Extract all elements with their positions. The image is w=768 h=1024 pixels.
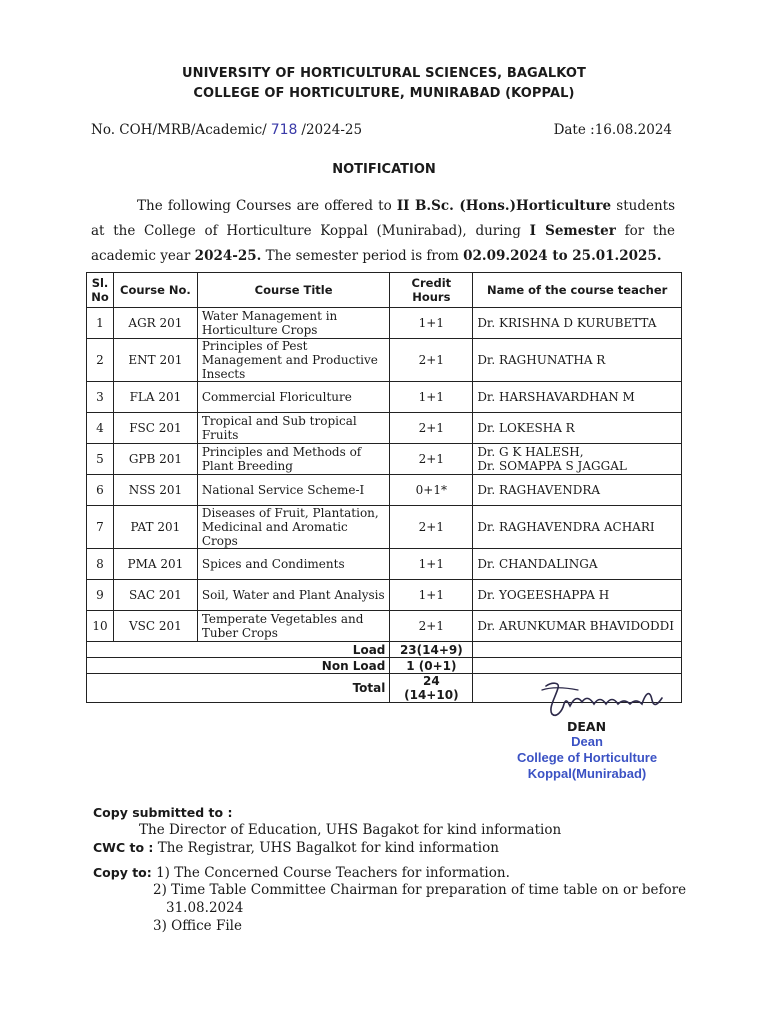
copy-to-item-3: 3) Office File	[153, 918, 242, 934]
cell-teacher: Dr. RAGHUNATHA R	[473, 339, 682, 382]
cell-credit: 2+1	[390, 339, 473, 382]
cell-sl: 4	[87, 413, 114, 444]
table-row	[87, 308, 682, 339]
university-name: UNIVERSITY OF HORTICULTURAL SCIENCES, BAGALKOT	[181, 66, 587, 81]
cell-credit: 2+1	[390, 444, 473, 475]
cell-sl: 3	[87, 382, 114, 413]
cell-credit: 1+1	[390, 549, 473, 580]
cell-course: NSS 201	[113, 475, 197, 506]
total-value: 24 (14+10)	[390, 674, 473, 703]
copy-director-line: The Director of Education, UHS Bagakot for kind information	[139, 822, 562, 838]
non-load-label: Non Load	[87, 658, 390, 674]
load-label: Load	[87, 642, 390, 658]
cell-credit: 2+1	[390, 506, 473, 549]
cell-sl: 5	[87, 444, 114, 475]
header-credit-hours: Credit Hours	[390, 273, 473, 308]
cell-title: Spices and Condiments	[197, 549, 390, 580]
copy-to-label: Copy to:	[93, 865, 152, 880]
cell-title: Temperate Vegetables and Tuber Crops	[197, 611, 390, 642]
date-value: 16.08.2024	[594, 122, 672, 138]
cell-title: Principles and Methods of Plant Breeding	[197, 444, 390, 475]
cell-teacher: Dr. LOKESHA R	[473, 413, 682, 444]
cell-credit: 0+1*	[390, 475, 473, 506]
cwc-line	[93, 840, 499, 856]
cell-course: FSC 201	[113, 413, 197, 444]
cell-credit: 2+1	[390, 611, 473, 642]
header-course-title: Course Title	[197, 273, 390, 308]
summary-empty-cell	[473, 642, 682, 658]
cell-teacher: Dr. RAGHAVENDRA	[473, 475, 682, 506]
cell-title: Tropical and Sub tropical Fruits	[197, 413, 390, 444]
cell-sl: 10	[87, 611, 114, 642]
paragraph-text-2: students at the College of Horticulture Koppal (Munirabad), during	[91, 198, 675, 239]
cell-teacher: Dr. ARUNKUMAR BHAVIDODDI	[473, 611, 682, 642]
cell-teacher: Dr. RAGHAVENDRA ACHARI	[473, 506, 682, 549]
cell-title: Water Management in Horticulture Crops	[197, 308, 390, 339]
cell-teacher: Dr. HARSHAVARDHAN M	[473, 382, 682, 413]
cell-sl: 9	[87, 580, 114, 611]
date-label: Date :	[553, 122, 595, 138]
total-label: Total	[87, 674, 390, 703]
semester-name: I Semester	[529, 223, 616, 239]
cell-sl: 8	[87, 549, 114, 580]
teacher-name-2: Dr. SOMAPPA S JAGGAL	[477, 459, 627, 473]
cell-credit: 1+1	[390, 308, 473, 339]
cell-title: Commercial Floriculture	[197, 382, 390, 413]
cell-course: GPB 201	[113, 444, 197, 475]
load-value: 23(14+9)	[390, 642, 473, 658]
courses-table	[86, 272, 682, 703]
table-header-row	[87, 273, 682, 308]
cell-course: ENT 201	[113, 339, 197, 382]
table-row	[87, 549, 682, 580]
notification-title: NOTIFICATION	[332, 162, 436, 177]
summary-row-non-load	[87, 658, 682, 674]
reference-suffix: /2024-25	[301, 122, 363, 138]
paragraph-text-1: The following Courses are offered to	[137, 198, 397, 214]
academic-year: 2024-25.	[194, 248, 262, 264]
stamp-line-1: Dean	[571, 734, 603, 749]
cell-sl: 1	[87, 308, 114, 339]
cwc-label: CWC to :	[93, 840, 154, 855]
dean-stamp	[502, 734, 672, 782]
summary-row-load	[87, 642, 682, 658]
header-teacher: Name of the course teacher	[473, 273, 682, 308]
stamp-line-2: College of Horticulture	[516, 750, 658, 765]
non-load-value: 1 (0+1)	[390, 658, 473, 674]
cell-title: Principles of Pest Management and Productive Insects	[197, 339, 390, 382]
table-row	[87, 611, 682, 642]
cell-credit: 1+1	[390, 382, 473, 413]
teacher-name-1: Dr. G K HALESH,	[477, 445, 584, 459]
copy-to-line	[93, 865, 510, 881]
cell-sl: 2	[87, 339, 114, 382]
paragraph-text-3: for the academic year	[91, 223, 676, 264]
cell-title: Diseases of Fruit, Plantation, Medicinal and Aromatic Crops	[197, 506, 390, 549]
cell-teacher: Dr. KRISHNA D KURUBETTA	[473, 308, 682, 339]
cell-title: Soil, Water and Plant Analysis	[197, 580, 390, 611]
cell-course: AGR 201	[113, 308, 197, 339]
cell-sl: 6	[87, 475, 114, 506]
summary-empty-cell	[473, 658, 682, 674]
paragraph-text-4: The semester period is from	[261, 248, 464, 264]
header-course-no: Course No.	[113, 273, 197, 308]
stamp-line-3: Koppal(Munirabad)	[527, 766, 647, 781]
cell-title: National Service Scheme-I	[197, 475, 390, 506]
cell-teacher: Dr. YOGEESHAPPA H	[473, 580, 682, 611]
cell-course: PMA 201	[113, 549, 197, 580]
dean-signature	[538, 678, 678, 722]
cell-credit: 2+1	[390, 413, 473, 444]
cell-teacher: Dr. CHANDALINGA	[473, 549, 682, 580]
cell-course: PAT 201	[113, 506, 197, 549]
date-line	[554, 122, 672, 138]
semester-period: 02.09.2024 to 25.01.2025.	[463, 248, 662, 264]
copy-submitted-heading: Copy submitted to :	[93, 805, 233, 820]
dean-title: DEAN	[567, 719, 607, 734]
table-row	[87, 580, 682, 611]
cell-course: VSC 201	[113, 611, 197, 642]
cell-course: SAC 201	[113, 580, 197, 611]
copy-to-item-2-date: 31.08.2024	[166, 900, 244, 916]
cell-sl: 7	[87, 506, 114, 549]
cell-credit: 1+1	[390, 580, 473, 611]
cwc-text: The Registrar, UHS Bagalkot for kind information	[153, 840, 499, 856]
table-row	[87, 475, 682, 506]
reference-prefix: No. COH/MRB/Academic/	[91, 122, 267, 138]
notification-paragraph	[91, 194, 675, 269]
table-row	[87, 444, 682, 475]
reference-number	[91, 122, 362, 138]
cell-teacher	[473, 444, 682, 475]
handwritten-number: 718	[270, 122, 298, 138]
college-name: COLLEGE OF HORTICULTURE, MUNIRABAD (KOPPAL)	[193, 86, 575, 101]
copy-to-item-2: 2) Time Table Committee Chairman for preparation of time table on or before	[153, 882, 687, 898]
table-row	[87, 382, 682, 413]
table-row	[87, 413, 682, 444]
programme-name: II B.Sc. (Hons.)Horticulture	[396, 198, 612, 214]
cell-course: FLA 201	[113, 382, 197, 413]
copy-to-item-1: 1) The Concerned Course Teachers for information.	[151, 865, 510, 881]
header-sl-no: Sl. No	[87, 273, 114, 308]
table-row	[87, 339, 682, 382]
table-row	[87, 506, 682, 549]
